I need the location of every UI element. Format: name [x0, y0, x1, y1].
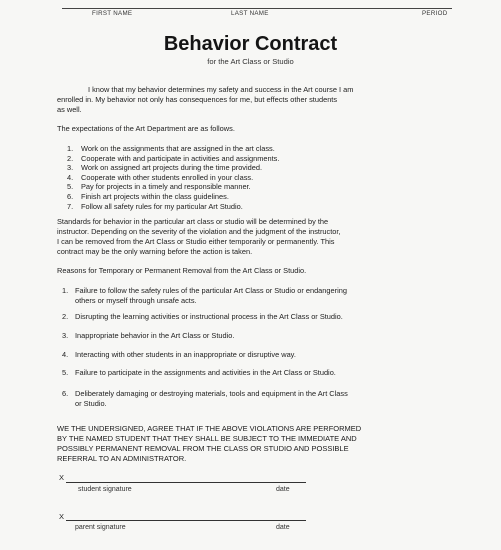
intro-line-1: I know that my behavior determines my safety and success in the Art course I am [88, 85, 354, 94]
parent-signature-line[interactable] [66, 520, 306, 521]
expectation-item: 3. Work on assigned art projects during the time provided. [67, 163, 263, 173]
standards-line-4: contract may be the only warning before the action is taken. [57, 247, 253, 256]
expectation-item: 2. Cooperate with and participate in activities and assignments. [67, 153, 280, 163]
student-signature-label: student signature [78, 486, 132, 493]
period-label: PERIOD [422, 10, 448, 17]
student-signature-line[interactable] [66, 482, 306, 483]
agreement-line-1: WE THE UNDERSIGNED, AGREE THAT IF THE ABOVE VIOLATIONS ARE PERFORMED [57, 424, 362, 433]
last-name-label: LAST NAME [231, 10, 269, 17]
expectation-item: 5. Pay for projects in a timely and responsible manner. [67, 182, 251, 192]
expectation-item: 7. Follow all safety rules for my particular Art Studio. [67, 201, 243, 211]
page-subtitle: for the Art Class or Studio [207, 57, 294, 66]
reason-item: 4. Interacting with other students in an inappropriate or disruptive way. [62, 350, 296, 359]
reason-item: 5. Failure to participate in the assignments and activities in the Art Class or Studio. [62, 368, 336, 377]
first-name-label: FIRST NAME [92, 10, 133, 17]
reason-item: 3. Inappropriate behavior in the Art Class or Studio. [62, 331, 235, 340]
reason-item: 2. Disrupting the learning activities or instructional process in the Art Class or Studio. [62, 312, 343, 321]
intro-line-3: as well. [57, 105, 82, 114]
reason-item: 1. Failure to follow the safety rules of the particular Art Class or Studio or endangering others or myself through unsafe acts. [62, 286, 347, 305]
agreement-line-4: REFERRAL TO AN ADMINISTRATOR. [57, 454, 187, 463]
reasons-heading: Reasons for Temporary or Permanent Removal from the Art Class or Studio. [57, 266, 307, 275]
standards-line-3: I can be removed from the Art Class or Studio either temporarily or permanently. This [57, 237, 335, 246]
expectation-item: 6. Finish art projects within the class guidelines. [67, 191, 229, 201]
expectation-item: 4. Cooperate with other students enrolled in your class. [67, 172, 254, 182]
expectations-list [67, 144, 279, 211]
intro-line-2: enrolled in. My behavior not only has consequences for me, but effects other students [57, 95, 338, 104]
parent-signature-label: parent signature [75, 524, 126, 531]
expectation-item: 1. Work on the assignments that are assigned in the art class. [67, 144, 275, 153]
expectations-heading: The expectations of the Art Department are as follows. [57, 124, 235, 133]
agreement-line-2: BY THE NAMED STUDENT THAT THEY SHALL BE SUBJECT TO THE IMMEDIATE AND [57, 434, 357, 443]
student-date-label: date [276, 486, 290, 493]
reason-item: 6. Deliberately damaging or destroying materials, tools and equipment in the Art Class or Studio. [62, 389, 348, 408]
parent-date-label: date [276, 524, 290, 531]
header-rule [62, 8, 452, 9]
parent-x-mark: X [59, 512, 65, 521]
standards-line-2: instructor. Depending on the severity of the violation and the judgment of the instructor, [57, 227, 341, 236]
standards-line-1: Standards for behavior in the particular art class or studio will be determined by the [57, 217, 329, 226]
agreement-line-3: POSSIBLY PERMANENT REMOVAL FROM THE CLASS OR STUDIO AND POSSIBLE [57, 444, 349, 453]
page-title: Behavior Contract [163, 33, 338, 55]
student-x-mark: X [59, 473, 65, 482]
